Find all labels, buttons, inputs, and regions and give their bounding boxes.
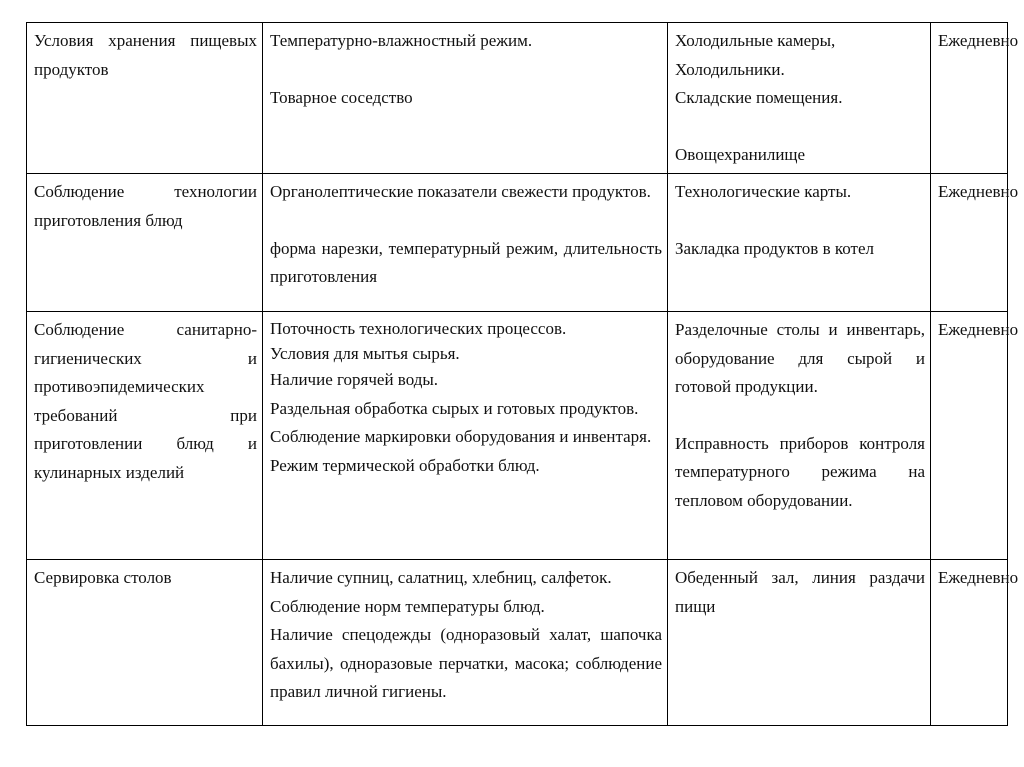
table-row — [27, 23, 1008, 174]
indicators-cell — [263, 174, 668, 312]
indicators-cell — [263, 560, 668, 726]
object-item: Овощехранилище — [675, 144, 806, 164]
object-item: Исправность приборов контроля температурного режима на тепловом оборудовании. — [675, 433, 925, 510]
indicator-item: Температурно-влажностный режим. — [270, 31, 533, 50]
indicator-item: Товарное соседство — [270, 87, 413, 107]
condition-text: Соблюдение санитарно-гигиенических и противоэпидемических требований при приготовлении блюд и кулинарных изделий — [34, 320, 257, 482]
table-row — [27, 174, 1008, 312]
condition-text: Условия хранения пищевых продуктов — [34, 31, 257, 79]
object-item: Обеденный зал, линия раздачи пищи — [675, 568, 925, 616]
frequency-text: Ежедневно — [938, 31, 1019, 50]
indicator-item: Органолептические показатели свежести продуктов. — [270, 182, 651, 201]
indicator-item: Раздельная обработка сырых и готовых продуктов. — [270, 398, 639, 418]
table-row — [27, 312, 1008, 560]
condition-text: Соблюдение технологии приготовления блюд — [34, 182, 257, 230]
condition-cell — [27, 23, 263, 174]
condition-cell — [27, 560, 263, 726]
indicators-cell — [263, 312, 668, 560]
object-item: Холодильники. — [675, 59, 785, 79]
indicator-item: Условия для мытья сырья. — [270, 344, 460, 363]
frequency-text: Ежедневно — [938, 568, 1019, 587]
object-item: Разделочные столы и инвентарь, оборудование для сырой и готовой продукции. — [675, 320, 925, 396]
indicators-cell — [263, 23, 668, 174]
objects-cell — [668, 560, 931, 726]
condition-text: Сервировка столов — [34, 568, 172, 587]
frequency-cell — [931, 23, 1019, 174]
frequency-cell — [931, 174, 1019, 312]
table-row — [27, 560, 1008, 726]
frequency-text: Ежедневно — [938, 320, 1019, 339]
objects-cell — [668, 312, 931, 560]
object-item: Холодильные камеры, — [675, 31, 836, 50]
frequency-cell — [931, 560, 1019, 726]
indicator-item: Поточность технологических процессов. — [270, 319, 567, 338]
frequency-cell — [931, 312, 1019, 560]
objects-cell — [668, 174, 931, 312]
indicator-item: Наличие горячей воды. — [270, 370, 439, 389]
indicator-item: Соблюдение норм температуры блюд. — [270, 596, 545, 616]
indicator-item: Режим термической обработки блюд. — [270, 455, 540, 475]
indicator-item: Наличие супниц, салатниц, хлебниц, салфеток. — [270, 568, 612, 587]
indicator-item: форма нарезки, температурный режим, длительность приготовления — [270, 238, 662, 286]
indicator-item: Соблюдение маркировки оборудования и инвентаря. — [270, 427, 652, 446]
objects-cell — [668, 23, 931, 174]
object-item: Технологические карты. — [675, 182, 852, 201]
frequency-text: Ежедневно — [938, 182, 1019, 201]
condition-cell — [27, 312, 263, 560]
object-item: Складские помещения. — [675, 88, 843, 107]
control-table — [26, 22, 1019, 726]
condition-cell — [27, 174, 263, 312]
indicator-item: Наличие спецодежды (одноразовый халат, шапочка бахилы), одноразовые перчатки, масока; соблюдение правил личной гигиены. — [270, 625, 662, 701]
object-item: Закладка продуктов в котел — [675, 238, 874, 258]
